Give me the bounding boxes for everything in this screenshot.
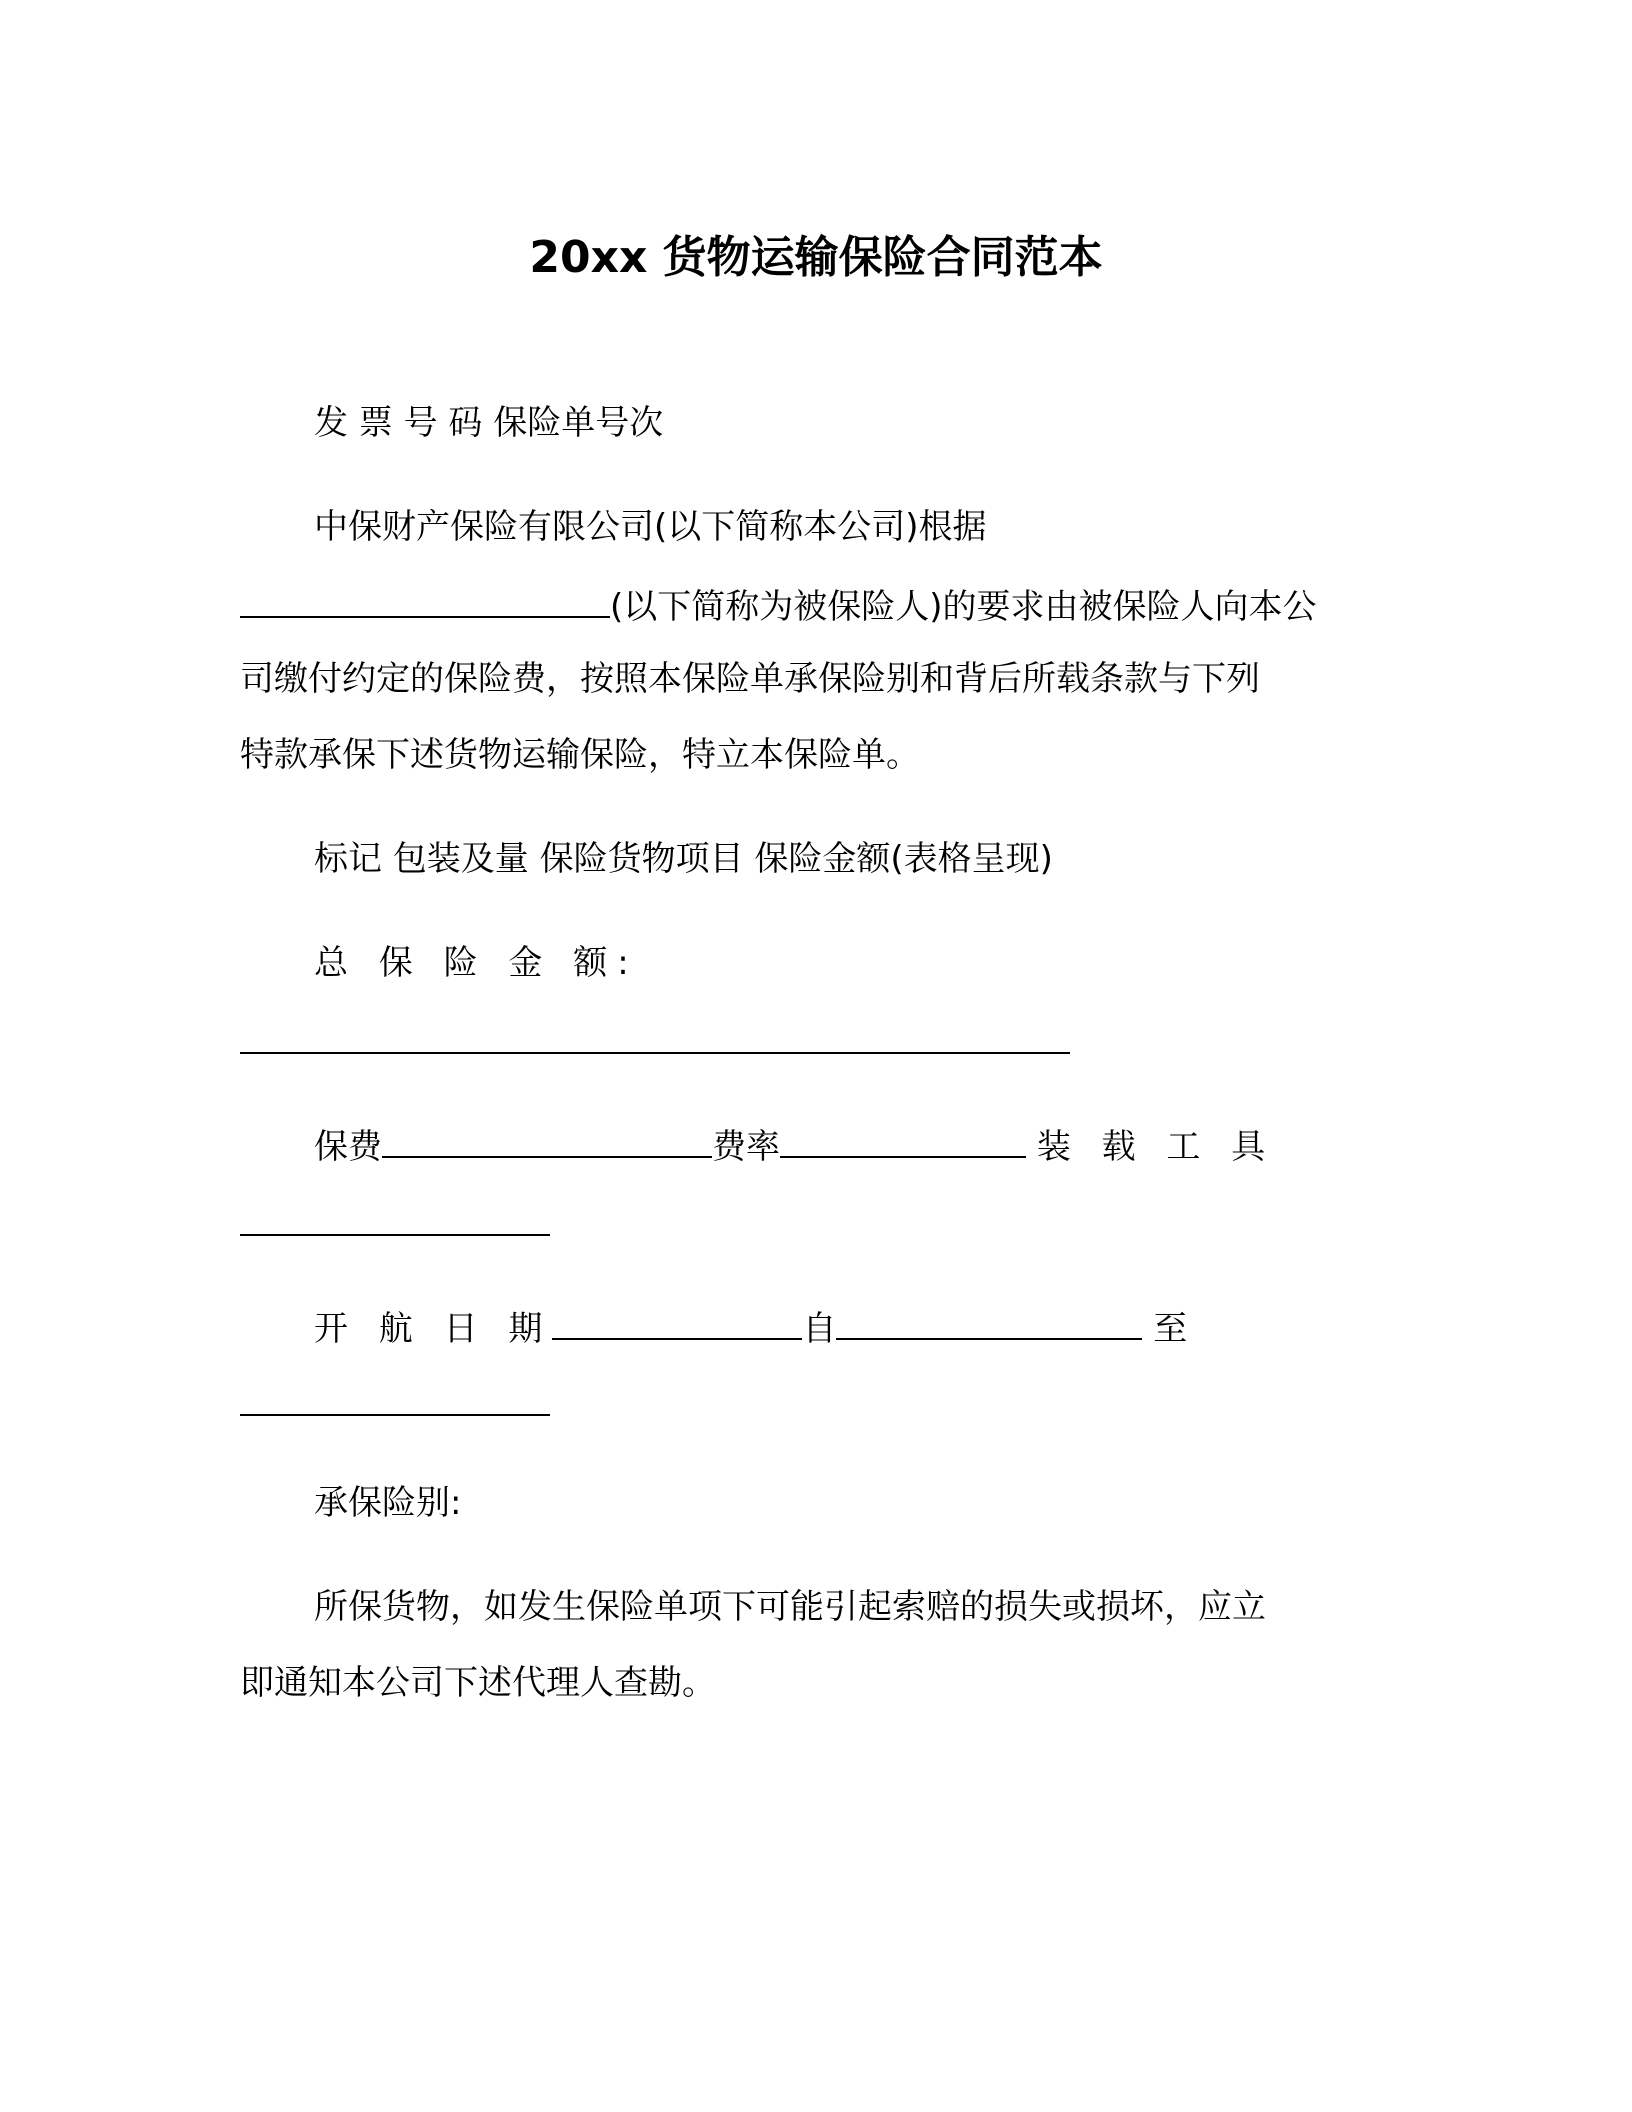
to-blank [240,1376,550,1416]
from-label: 自 [802,1309,837,1349]
document-title: 20xx 货物运输保险合同范本 [529,232,1103,283]
fee-line [314,1118,1275,1172]
vehicle-label: 装 载 工 具 [1036,1127,1276,1167]
intro-line-4: 特款承保下述货物运输保险，特立本保险单。 [240,735,920,775]
intro-line-3: 司缴付约定的保险费，按照本保险单承保险别和背后所载条款与下列 [240,659,1260,699]
sailing-date-blank [552,1300,802,1340]
notice-line-2: 即通知本公司下述代理人查勘。 [240,1663,716,1703]
premium-label: 保费 [314,1127,382,1167]
rate-label: 费率 [712,1127,780,1167]
vehicle-blank [240,1196,550,1236]
total-amount-label: 总 保 险 金 额: [314,943,639,983]
total-amount-blank-line [240,1014,1070,1068]
intro-line-2-text: (以下简称为被保险人)的要求由被保险人向本公 [610,587,1317,627]
intro-line-1: 中保财产保险有限公司(以下简称本公司)根据 [314,507,987,547]
notice-line-1: 所保货物，如发生保险单项下可能引起索赔的损失或损坏，应立 [314,1587,1266,1627]
intro-line-2 [240,578,1317,632]
items-line: 标记 包装及量 保险货物项目 保险金额(表格呈现) [314,839,1053,879]
insured-name-blank [240,578,610,618]
vehicle-blank-line [240,1196,550,1250]
total-amount-blank [240,1014,1070,1054]
rate-blank [780,1118,1026,1158]
premium-blank [382,1118,712,1158]
from-blank [836,1300,1142,1340]
to-label: 至 [1153,1309,1188,1349]
sailing-date-label: 开 航 日 期 [314,1309,553,1349]
invoice-line: 发 票 号 码 保险单号次 [314,403,664,443]
sailing-line [314,1300,1187,1354]
coverage-label: 承保险别: [314,1483,462,1523]
to-blank-line [240,1376,550,1430]
